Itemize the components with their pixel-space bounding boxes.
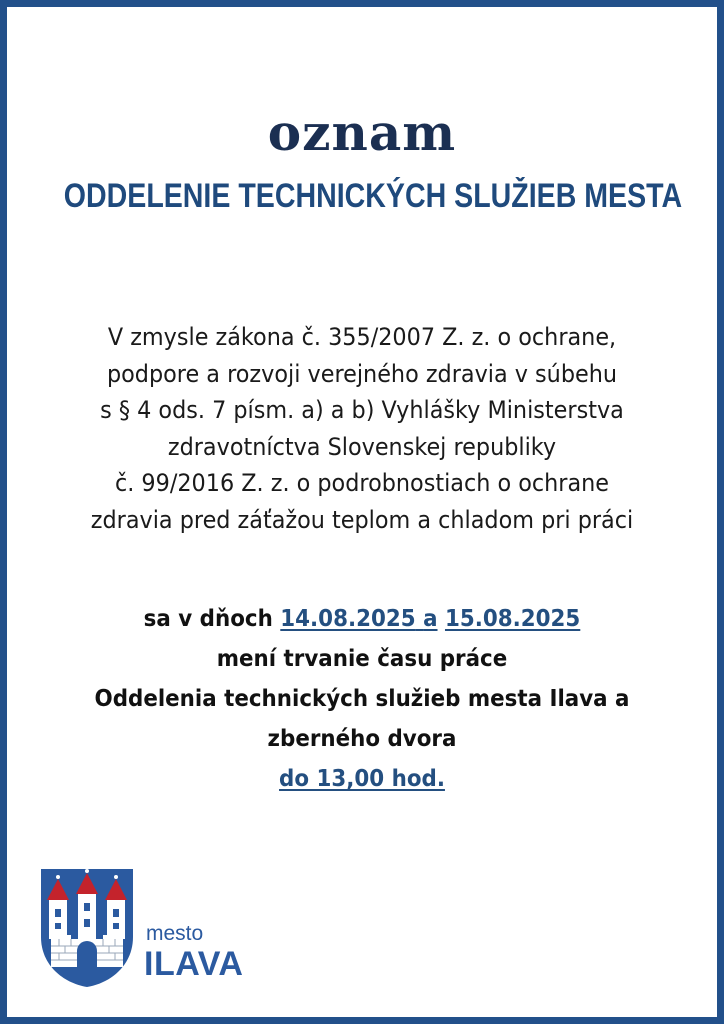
notice-title: oznam [267,103,457,162]
body-line: V zmysle zákona č. 355/2007 Z. z. o ochrane, [107,323,617,351]
city-logo [37,865,267,995]
body-line: s § 4 ods. 7 písm. a) a b) Vyhlášky Ministerstva [100,396,624,424]
highlight-line-3: Oddelenia technických služieb mesta Ilava a [94,686,630,712]
dates-prefix: sa v dňoch [143,606,273,632]
notice-subtitle: ODDELENIE TECHNICKÝCH SLUŽIEB MESTA [63,177,683,215]
notice-body [32,319,692,538]
time-limit: do 13,00 hod. [279,766,445,792]
date-1 [280,606,437,632]
logo-small-text: mesto [146,922,204,945]
dates-line [32,599,692,639]
body-line: zdravia pred záťažou teplom a chladom pri práci [90,505,634,534]
body-line: zdravotníctva Slovenskej republiky [167,432,557,461]
date-2: 15.08.2025 [444,606,581,632]
logo-big-text: ILAVA [144,945,244,983]
date-joiner: a [423,606,438,632]
coat-of-arms-icon [37,865,137,989]
highlight-line-4: zberného dvora [267,726,457,752]
date-1-text: 14.08.2025 [280,606,416,632]
body-line: č. 99/2016 Z. z. o podrobnostiach o ochrane [114,469,610,497]
body-line: podpore a rozvoji verejného zdravia v súbehu [106,359,618,388]
notice-highlight [32,599,692,799]
highlight-line-2: mení trvanie času práce [216,646,508,672]
